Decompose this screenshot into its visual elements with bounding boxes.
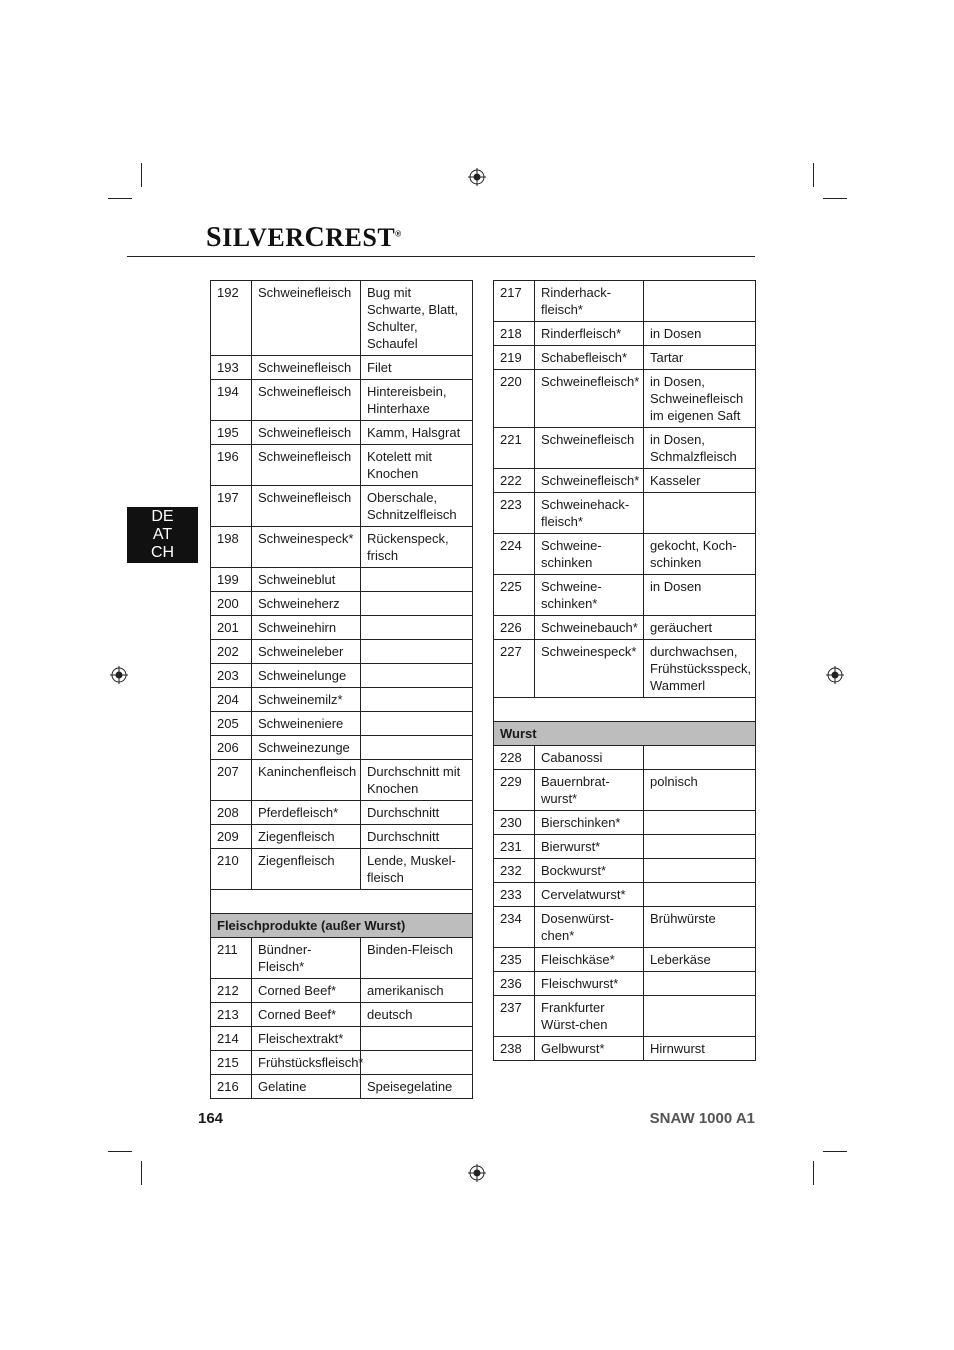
item-number: 207 (211, 760, 252, 801)
item-name: Fleischextrakt* (252, 1027, 361, 1051)
item-number: 195 (211, 421, 252, 445)
table-row (494, 616, 756, 640)
item-description (644, 493, 756, 534)
item-number: 226 (494, 616, 535, 640)
item-number: 216 (211, 1075, 252, 1099)
table-row (494, 907, 756, 948)
table-row (494, 972, 756, 996)
item-name: Frankfurter Würst-chen (535, 996, 644, 1037)
table-row (211, 849, 473, 890)
item-name: Schweinefleisch (252, 380, 361, 421)
item-number: 220 (494, 370, 535, 428)
spacer-row (494, 698, 756, 722)
section-row (494, 722, 756, 746)
item-description (361, 1027, 473, 1051)
item-description (361, 688, 473, 712)
item-number: 219 (494, 346, 535, 370)
item-name: Rinderhack-fleisch* (535, 281, 644, 322)
table-row (211, 979, 473, 1003)
item-name: Bierschinken* (535, 811, 644, 835)
item-description: Kotelett mit Knochen (361, 445, 473, 486)
item-description (644, 746, 756, 770)
language-tab (127, 507, 198, 563)
item-number: 213 (211, 1003, 252, 1027)
table-row (211, 938, 473, 979)
item-number: 198 (211, 527, 252, 568)
item-name: Schweineblut (252, 568, 361, 592)
table-row (494, 948, 756, 972)
spacer-row (211, 890, 473, 914)
registration-mark-icon (826, 666, 844, 684)
item-number: 206 (211, 736, 252, 760)
item-name: Bockwurst* (535, 859, 644, 883)
item-number: 200 (211, 592, 252, 616)
item-description: in Dosen, Schweinefleisch im eigenen Saft (644, 370, 756, 428)
item-description: gekocht, Koch-schinken (644, 534, 756, 575)
item-number: 230 (494, 811, 535, 835)
table-row (494, 1037, 756, 1061)
item-name: Schabefleisch* (535, 346, 644, 370)
item-description: Binden-Fleisch (361, 938, 473, 979)
item-name: Bauernbrat-wurst* (535, 770, 644, 811)
item-number: 236 (494, 972, 535, 996)
item-description: Oberschale, Schnitzelfleisch (361, 486, 473, 527)
table-row (494, 575, 756, 616)
table-row (211, 445, 473, 486)
crop-mark (813, 163, 814, 187)
table-row (494, 281, 756, 322)
item-description: deutsch (361, 1003, 473, 1027)
item-name: Schweinefleisch (535, 428, 644, 469)
item-description (361, 640, 473, 664)
item-number: 196 (211, 445, 252, 486)
item-name: Schweinefleisch* (535, 469, 644, 493)
item-number: 217 (494, 281, 535, 322)
item-name: Pferdefleisch* (252, 801, 361, 825)
item-description: Durchschnitt mit Knochen (361, 760, 473, 801)
table-row (211, 736, 473, 760)
item-name: Schweinefleisch (252, 421, 361, 445)
language-code: DE (151, 508, 174, 525)
section-heading: Wurst (494, 722, 756, 746)
item-name: Schweinespeck* (252, 527, 361, 568)
table-row (494, 346, 756, 370)
item-description: Tartar (644, 346, 756, 370)
item-number: 223 (494, 493, 535, 534)
table-row (211, 616, 473, 640)
item-description (644, 996, 756, 1037)
item-number: 214 (211, 1027, 252, 1051)
item-number: 225 (494, 575, 535, 616)
item-number: 224 (494, 534, 535, 575)
table-row (494, 835, 756, 859)
table-row (494, 883, 756, 907)
table-row (211, 281, 473, 356)
item-description: in Dosen, Schmalzfleisch (644, 428, 756, 469)
item-name: Schweine-schinken (535, 534, 644, 575)
item-number: 194 (211, 380, 252, 421)
item-description (361, 592, 473, 616)
item-name: Frühstücksfleisch* (252, 1051, 361, 1075)
item-description: Kamm, Halsgrat (361, 421, 473, 445)
item-number: 208 (211, 801, 252, 825)
item-name: Schweinefleisch (252, 281, 361, 356)
item-description: Durchschnitt (361, 801, 473, 825)
item-name: Schweinezunge (252, 736, 361, 760)
header-rule (127, 256, 755, 257)
item-name: Gelbwurst* (535, 1037, 644, 1061)
item-name: Schweinebauch* (535, 616, 644, 640)
item-description: amerikanisch (361, 979, 473, 1003)
item-number: 212 (211, 979, 252, 1003)
item-number: 210 (211, 849, 252, 890)
table-row (494, 469, 756, 493)
item-description (644, 811, 756, 835)
table-row (494, 370, 756, 428)
item-number: 231 (494, 835, 535, 859)
crop-mark (141, 163, 142, 187)
item-name: Schweineleber (252, 640, 361, 664)
item-number: 233 (494, 883, 535, 907)
item-number: 221 (494, 428, 535, 469)
item-number: 228 (494, 746, 535, 770)
table-row (494, 770, 756, 811)
spacer-cell (494, 698, 756, 722)
item-number: 234 (494, 907, 535, 948)
page-number: 164 (198, 1110, 224, 1127)
table-row (211, 356, 473, 380)
table-row (494, 640, 756, 698)
item-number: 232 (494, 859, 535, 883)
item-description (644, 281, 756, 322)
item-description: Bug mit Schwarte, Blatt, Schulter, Schaufel (361, 281, 473, 356)
item-description: Brühwürste (644, 907, 756, 948)
food-table-right (493, 280, 756, 1061)
item-description (361, 736, 473, 760)
table-row (211, 640, 473, 664)
item-description: Hintereisbein, Hinterhaxe (361, 380, 473, 421)
table-row (211, 825, 473, 849)
item-description: Leberkäse (644, 948, 756, 972)
item-number: 203 (211, 664, 252, 688)
item-name: Ziegenfleisch (252, 825, 361, 849)
item-description (644, 859, 756, 883)
item-number: 209 (211, 825, 252, 849)
item-name: Schweinefleisch (252, 486, 361, 527)
item-description: Filet (361, 356, 473, 380)
table-row (211, 527, 473, 568)
item-name: Schweinespeck* (535, 640, 644, 698)
item-name: Schweineniere (252, 712, 361, 736)
item-description (361, 616, 473, 640)
item-description (361, 568, 473, 592)
item-number: 237 (494, 996, 535, 1037)
table-row (211, 421, 473, 445)
item-description (361, 712, 473, 736)
item-name: Fleischkäse* (535, 948, 644, 972)
table-row (494, 322, 756, 346)
crop-mark (141, 1161, 142, 1185)
item-description: geräuchert (644, 616, 756, 640)
item-name: Schweinehirn (252, 616, 361, 640)
table-row (211, 486, 473, 527)
item-number: 211 (211, 938, 252, 979)
item-number: 218 (494, 322, 535, 346)
item-description: Hirnwurst (644, 1037, 756, 1061)
item-name: Gelatine (252, 1075, 361, 1099)
item-name: Ziegenfleisch (252, 849, 361, 890)
language-code: CH (150, 544, 175, 561)
crop-mark (823, 1151, 847, 1152)
item-description (644, 883, 756, 907)
item-number: 201 (211, 616, 252, 640)
crop-mark (108, 198, 132, 199)
item-number: 199 (211, 568, 252, 592)
item-description (361, 1051, 473, 1075)
item-description (644, 972, 756, 996)
item-description: polnisch (644, 770, 756, 811)
item-description: Kasseler (644, 469, 756, 493)
item-name: Schweinefleisch (252, 356, 361, 380)
item-description (644, 835, 756, 859)
item-number: 222 (494, 469, 535, 493)
table-row (211, 688, 473, 712)
registration-mark-icon (110, 666, 128, 684)
item-number: 235 (494, 948, 535, 972)
food-table-left (210, 280, 473, 1099)
item-number: 202 (211, 640, 252, 664)
item-name: Corned Beef* (252, 1003, 361, 1027)
table-row (211, 664, 473, 688)
table-row (211, 712, 473, 736)
table-row (211, 592, 473, 616)
crop-mark (813, 1161, 814, 1185)
item-number: 227 (494, 640, 535, 698)
registration-mark-icon (468, 1164, 486, 1182)
item-description: in Dosen (644, 575, 756, 616)
item-name: Schweinemilz* (252, 688, 361, 712)
item-name: Bierwurst* (535, 835, 644, 859)
registration-mark-icon (468, 168, 486, 186)
table-row (211, 760, 473, 801)
item-name: Schweinefleisch* (535, 370, 644, 428)
model-number: SNAW 1000 A1 (649, 1110, 755, 1127)
item-name: Rinderfleisch* (535, 322, 644, 346)
language-code: AT (152, 526, 173, 543)
item-number: 238 (494, 1037, 535, 1061)
item-name: Schweinelunge (252, 664, 361, 688)
item-description: in Dosen (644, 322, 756, 346)
item-description: Speisegelatine (361, 1075, 473, 1099)
item-number: 193 (211, 356, 252, 380)
item-name: Kaninchenfleisch (252, 760, 361, 801)
section-heading: Fleischprodukte (außer Wurst) (211, 914, 473, 938)
item-description: Durchschnitt (361, 825, 473, 849)
item-name: Schweinehack-fleisch* (535, 493, 644, 534)
table-row (494, 428, 756, 469)
item-name: Corned Beef* (252, 979, 361, 1003)
item-number: 215 (211, 1051, 252, 1075)
crop-mark (823, 198, 847, 199)
item-number: 192 (211, 281, 252, 356)
table-row (494, 746, 756, 770)
item-name: Schweine-schinken* (535, 575, 644, 616)
item-number: 229 (494, 770, 535, 811)
table-row (211, 1003, 473, 1027)
item-number: 205 (211, 712, 252, 736)
item-description: Rückenspeck, frisch (361, 527, 473, 568)
brand-logo: SILVERCREST® (206, 222, 402, 253)
item-name: Bündner-Fleisch* (252, 938, 361, 979)
crop-mark (108, 1151, 132, 1152)
table-row (211, 1075, 473, 1099)
table-row (494, 996, 756, 1037)
table-row (494, 811, 756, 835)
item-name: Cervelatwurst* (535, 883, 644, 907)
spacer-cell (211, 890, 473, 914)
table-row (211, 801, 473, 825)
table-row (494, 493, 756, 534)
item-name: Schweineherz (252, 592, 361, 616)
table-row (211, 1027, 473, 1051)
item-description (361, 664, 473, 688)
table-row (494, 859, 756, 883)
item-name: Schweinefleisch (252, 445, 361, 486)
item-number: 197 (211, 486, 252, 527)
table-row (211, 568, 473, 592)
table-row (211, 1051, 473, 1075)
table-row (494, 534, 756, 575)
item-description: durchwachsen, Frühstücksspeck, Wammerl (644, 640, 756, 698)
item-name: Dosenwürst-chen* (535, 907, 644, 948)
item-description: Lende, Muskel-fleisch (361, 849, 473, 890)
item-name: Fleischwurst* (535, 972, 644, 996)
section-row (211, 914, 473, 938)
item-number: 204 (211, 688, 252, 712)
item-name: Cabanossi (535, 746, 644, 770)
table-row (211, 380, 473, 421)
